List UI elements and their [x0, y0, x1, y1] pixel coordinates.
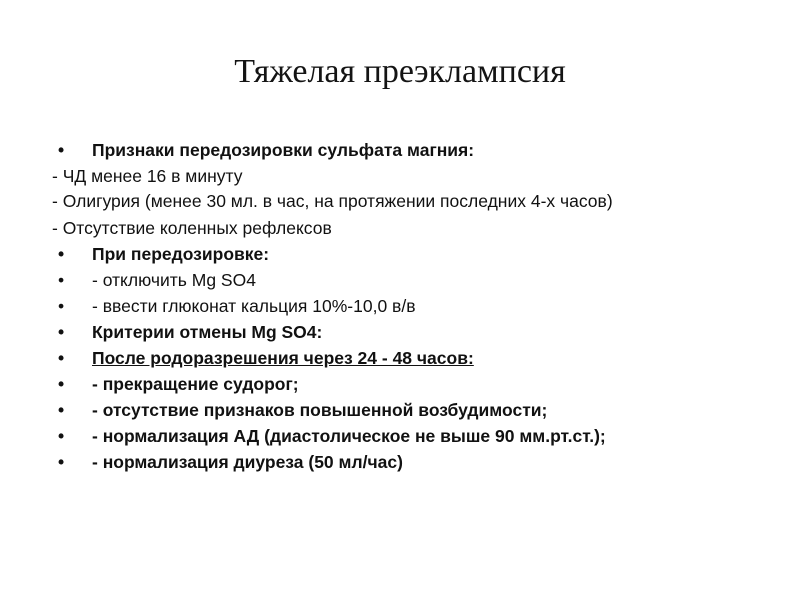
bullet-icon: • — [58, 270, 65, 290]
list-item-respiratory-rate — [52, 163, 772, 189]
list-item-bp-normal — [52, 423, 772, 449]
list-item-diuresis-normal — [52, 449, 772, 475]
list-item-text: - ЧД менее 16 в минуту — [52, 166, 243, 186]
slide-title: Тяжелая преэклампсия — [234, 53, 566, 90]
list-item-text: - нормализация диуреза (50 мл/час) — [92, 452, 403, 472]
bullet-icon: • — [58, 348, 65, 368]
list-item-oliguria — [52, 189, 674, 215]
list-item-text: - Олигурия (менее 30 мл. в час, на протяжении последних 4-х часов) — [52, 191, 613, 211]
list-item-text: После родоразрешения через 24 - 48 часов: — [92, 348, 474, 368]
list-item-on-overdose — [52, 241, 772, 267]
bullet-icon: • — [58, 452, 65, 472]
list-item-text: - Отсутствие коленных рефлексов — [52, 218, 332, 238]
list-item-text: - отсутствие признаков повышенной возбудимости; — [92, 400, 548, 420]
slide-content-list — [52, 137, 772, 475]
list-item-disable-mgso4 — [52, 267, 772, 293]
bullet-icon: • — [58, 374, 65, 394]
list-item-text: - нормализация АД (диастолическое не выше 90 мм.рт.ст.); — [92, 426, 606, 446]
bullet-icon: • — [58, 296, 65, 316]
bullet-icon: • — [58, 400, 65, 420]
list-item-reflexes — [52, 215, 772, 241]
bullet-icon: • — [58, 244, 65, 264]
list-item-text: - прекращение судорог; — [92, 374, 299, 394]
bullet-icon: • — [58, 140, 65, 160]
list-item-text: Критерии отмены Mg SO4: — [92, 322, 323, 342]
bullet-icon: • — [58, 426, 65, 446]
list-item-overdose-signs — [52, 137, 772, 163]
list-item-calcium-gluconate — [52, 293, 772, 319]
list-item-text: Признаки передозировки сульфата магния: — [92, 140, 475, 160]
list-item-seizures-stop — [52, 371, 772, 397]
list-item-text: При передозировке: — [92, 244, 270, 264]
list-item-after-delivery — [52, 345, 772, 371]
list-item-no-excitability — [52, 397, 772, 423]
list-item-text: - отключить Mg SO4 — [92, 270, 256, 290]
list-item-text: - ввести глюконат кальция 10%-10,0 в/в — [92, 296, 416, 316]
bullet-icon: • — [58, 322, 65, 342]
list-item-cancel-criteria — [52, 319, 772, 345]
